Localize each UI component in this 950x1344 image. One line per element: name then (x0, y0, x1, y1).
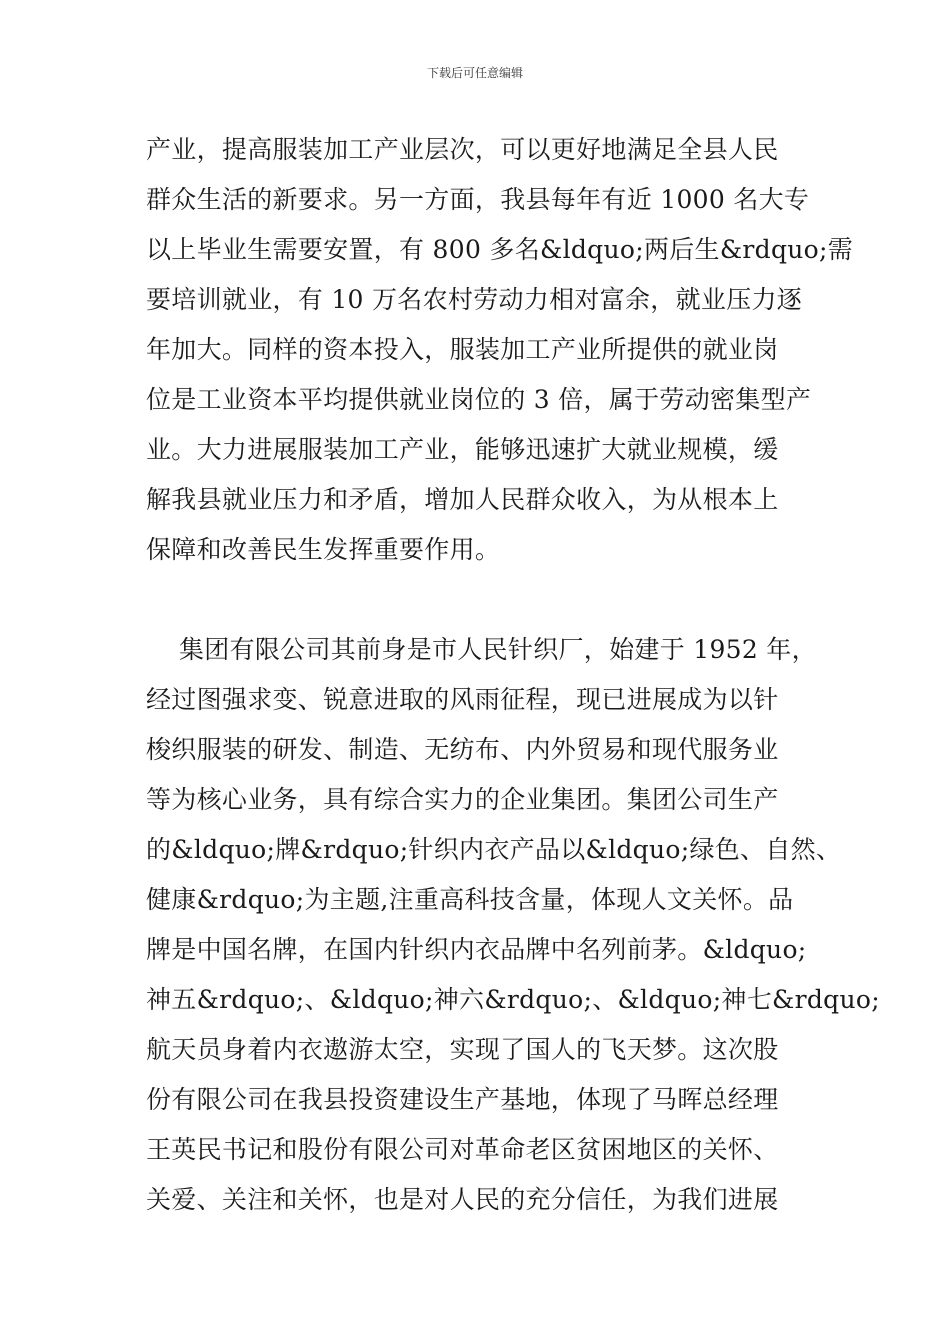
page-header-note: 下载后可任意编辑 (426, 66, 523, 80)
body-paragraph-1 (146, 125, 854, 575)
text-line: 要培训就业，有 10 万名农村劳动力相对富余，就业压力逐 (146, 285, 803, 314)
text-line: 牌是中国名牌，在国内针织内衣品牌中名列前茅。&ldquo; (146, 935, 807, 964)
text-line: 经过图强求变、锐意进取的风雨征程，现已进展成为以针 (146, 685, 779, 714)
text-line: 神五&rdquo;、&ldquo;神六&rdquo;、&ldquo;神七&rdquo; (146, 985, 880, 1014)
text-line: 梭织服装的研发、制造、无纺布、内外贸易和现代服务业 (146, 735, 779, 764)
text-line: 份有限公司在我县投资建设生产基地，体现了马晖总经理 (146, 1085, 779, 1114)
text-line: 年加大。同样的资本投入，服装加工产业所提供的就业岗 (146, 335, 779, 364)
text-line: 集团有限公司其前身是市人民针织厂，始建于 1952 年， (146, 635, 817, 664)
body-paragraph-2 (146, 625, 880, 1225)
text-line: 业。大力进展服装加工产业，能够迅速扩大就业规模，缓 (146, 435, 779, 464)
text-line: 保障和改善民生发挥重要作用。 (146, 535, 501, 564)
text-line: 位是工业资本平均提供就业岗位的 3 倍，属于劳动密集型产 (146, 385, 812, 414)
text-line: 的&ldquo;牌&rdquo;针织内衣产品以&ldquo;绿色、自然、 (146, 835, 842, 864)
text-line: 航天员身着内衣遨游太空，实现了国人的飞天梦。这次股 (146, 1035, 779, 1064)
text-line: 健康&rdquo;为主题,注重高科技含量，体现人文关怀。品 (146, 885, 794, 914)
text-line: 王英民书记和股份有限公司对革命老区贫困地区的关怀、 (146, 1135, 779, 1164)
text-line: 以上毕业生需要安置，有 800 多名&ldquo;两后生&rdquo;需 (146, 235, 854, 264)
text-line: 关爱、关注和关怀，也是对人民的充分信任，为我们进展 (146, 1185, 779, 1214)
text-line: 等为核心业务，具有综合实力的企业集团。集团公司生产 (146, 785, 779, 814)
text-line: 产业，提高服装加工产业层次，可以更好地满足全县人民 (146, 135, 779, 164)
text-line: 群众生活的新要求。另一方面，我县每年有近 1000 名大专 (146, 185, 810, 214)
text-line: 解我县就业压力和矛盾，增加人民群众收入，为从根本上 (146, 485, 779, 514)
